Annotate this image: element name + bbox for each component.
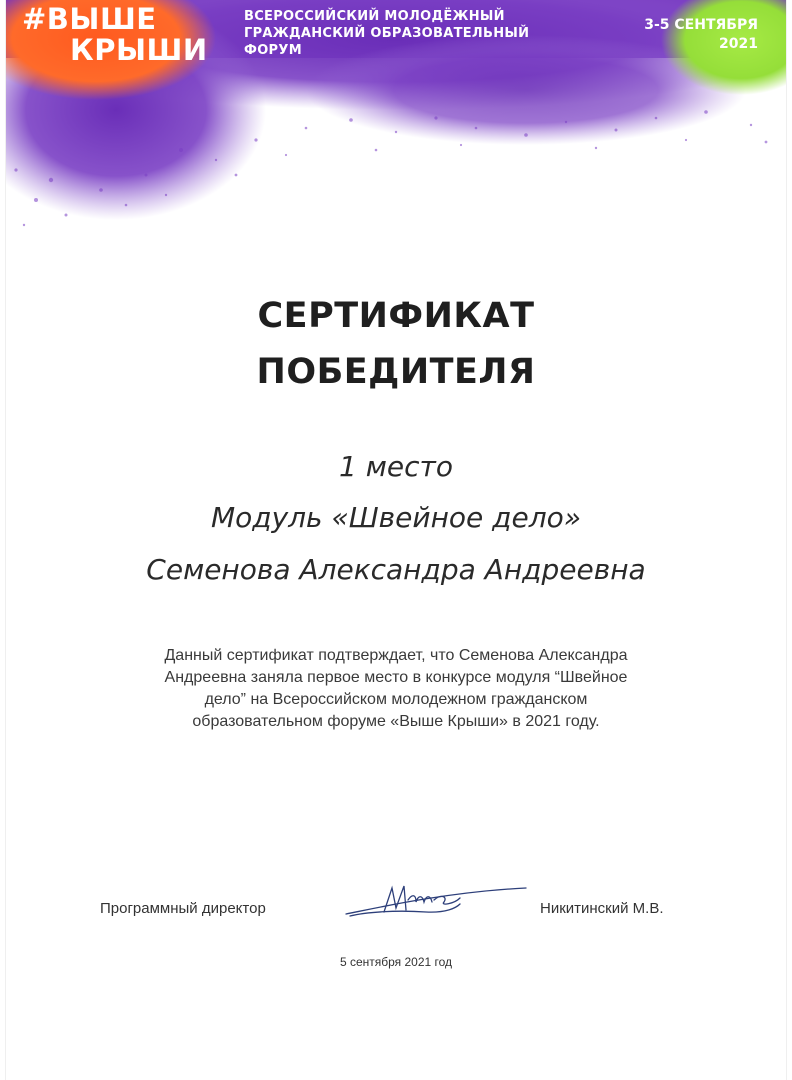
forum-name-line-1: ВСЕРОССИЙСКИЙ МОЛОДЁЖНЫЙ [244,9,505,24]
certificate-page [6,0,786,1080]
recipient-name: Семенова Александра Андреевна [146,553,646,586]
logo-line-2: КРЫШИ [70,33,208,67]
title-line-2: ПОБЕДИТЕЛЯ [256,352,536,392]
body-line: Андреевна заняла первое место в конкурсе модуля “Швейное [164,669,628,686]
certificate-body [106,645,686,733]
handwritten-signature [336,878,536,924]
issue-date: 5 сентября 2021 год [339,955,453,969]
signatory-role: Программный директор [100,900,266,917]
forum-name [244,8,529,59]
title-line-1: СЕРТИФИКАТ [257,296,535,336]
logo-line-1: #ВЫШЕ [22,2,157,36]
body-line: дело” на Всероссийском молодежном гражданском [204,691,588,708]
body-line: Данный сертификат подтверждает, что Семенова Александра [164,647,628,664]
certificate-title [6,288,786,400]
award-module: Модуль «Швейное дело» [210,501,582,534]
body-line: образовательном форуме «Выше Крыши» в 2021 году. [192,713,600,730]
forum-dates-line-2: 2021 [719,36,758,52]
forum-dates [644,16,758,54]
forum-name-line-2: ГРАЖДАНСКИЙ ОБРАЗОВАТЕЛЬНЫЙ [244,26,530,41]
award-place: 1 место [339,450,453,483]
forum-logo [22,4,208,66]
forum-name-line-3: ФОРУМ [244,43,302,58]
signatory-name: Никитинский М.В. [540,900,664,917]
forum-dates-line-1: 3-5 СЕНТЯБРЯ [644,17,758,33]
